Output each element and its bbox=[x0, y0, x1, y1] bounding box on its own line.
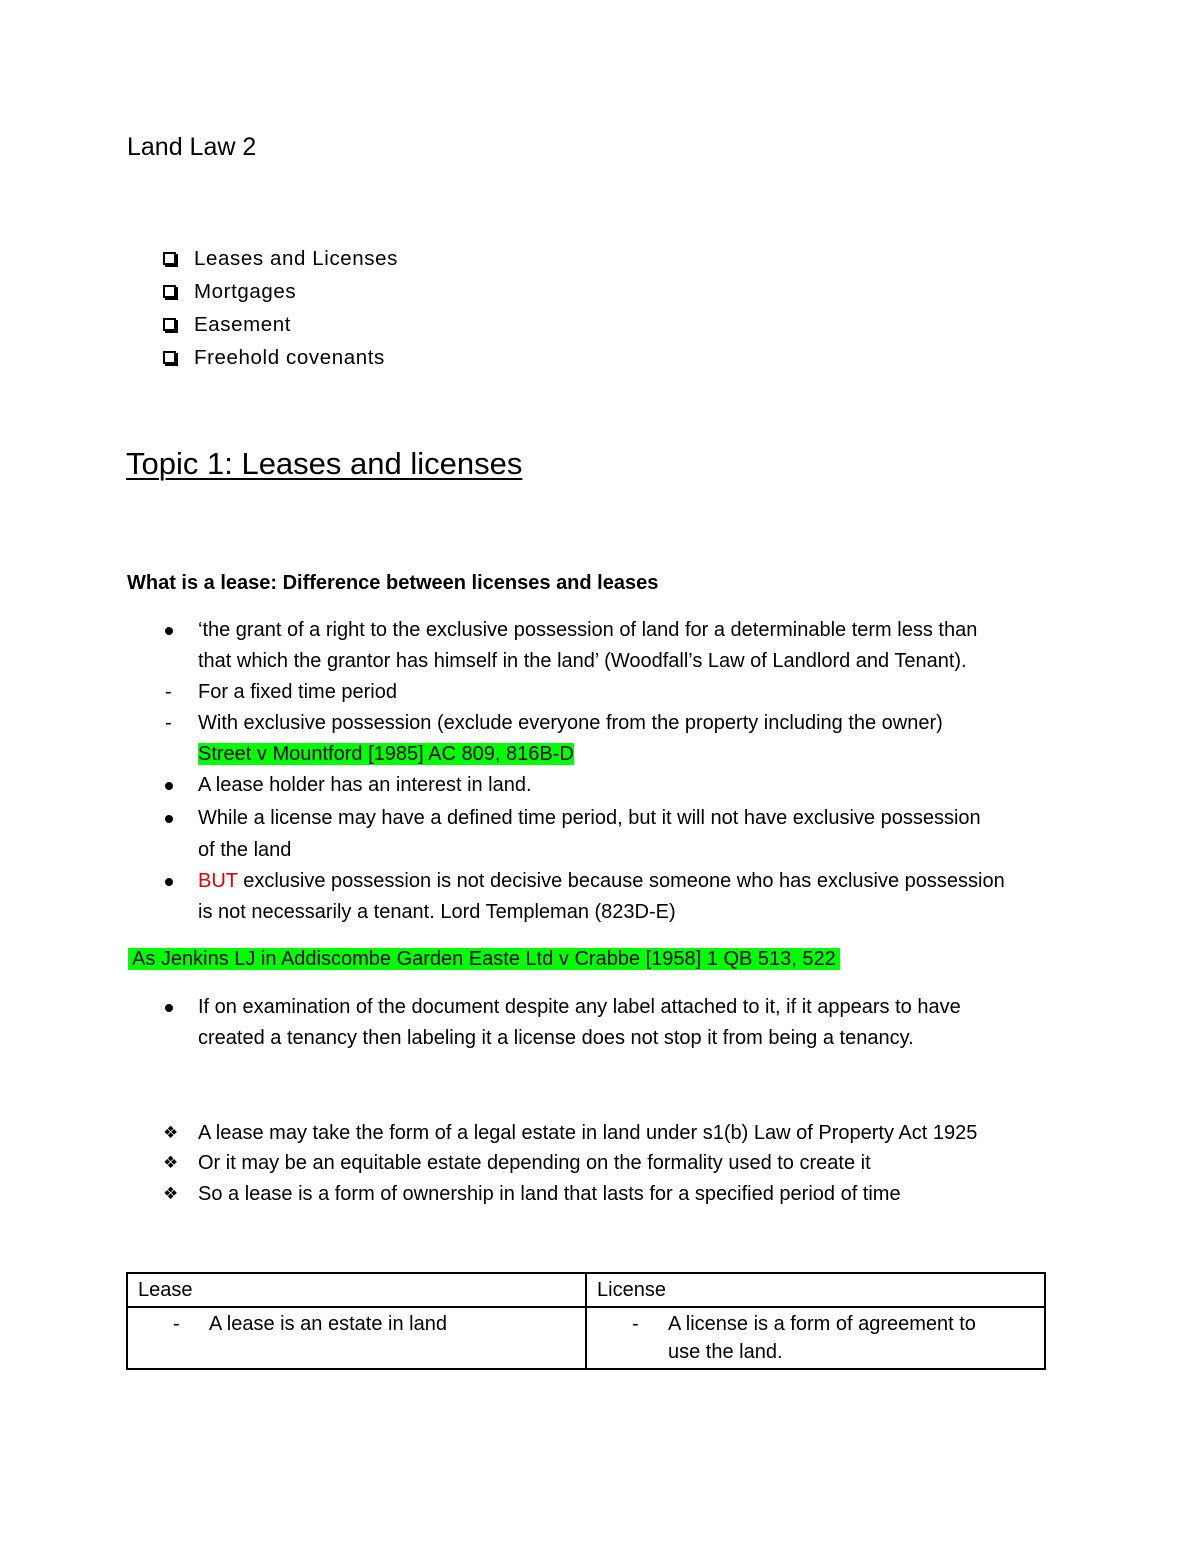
table-header-row bbox=[127, 1273, 1045, 1307]
bullet-text: that which the grantor has himself in the land’ (Woodfall’s Law of Landlord and Tenant). bbox=[198, 650, 967, 672]
dash-text: For a fixed time period bbox=[198, 681, 397, 703]
bullet-icon bbox=[165, 878, 173, 886]
checklist-item bbox=[163, 242, 398, 275]
dash-text: With exclusive possession (exclude everyone from the property including the owner) bbox=[198, 712, 943, 734]
case-citation bbox=[128, 945, 840, 973]
diamond-bullet-text: Or it may be an equitable estate depending on the formality used to create it bbox=[198, 1152, 871, 1174]
cell-list-item bbox=[138, 1310, 575, 1338]
diamond-bullet-text: So a lease is a form of ownership in land that lasts for a specified period of time bbox=[198, 1183, 901, 1205]
bullet-text: If on examination of the document despite any label attached to it, if it appears to have bbox=[198, 996, 961, 1018]
cell-text: A license is a form of agreement to bbox=[668, 1313, 976, 1335]
table-cell-lease bbox=[127, 1307, 586, 1369]
bullet-text: A lease holder has an interest in land. bbox=[198, 774, 532, 796]
checklist-item-label: Freehold covenants bbox=[194, 345, 385, 369]
dash-icon: - bbox=[632, 1313, 639, 1335]
cell-text-wrap bbox=[668, 1310, 976, 1366]
case-highlight: Street v Mountford [1985] AC 809, 816B-D bbox=[198, 743, 574, 765]
bullet-icon bbox=[165, 627, 173, 635]
document-title: Land Law 2 bbox=[127, 133, 257, 161]
checkbox-icon bbox=[163, 318, 176, 331]
checklist-item bbox=[163, 308, 398, 341]
bullet-text: is not necessarily a tenant. Lord Templeman (823D-E) bbox=[198, 901, 676, 923]
cell-spacer bbox=[138, 1338, 575, 1366]
cell-text: A lease is an estate in land bbox=[209, 1313, 447, 1335]
bullet-text: ‘the grant of a right to the exclusive possession of land for a determinable term less than bbox=[198, 619, 978, 641]
bullet-text-rest: exclusive possession is not decisive because someone who has exclusive possession bbox=[237, 870, 1005, 892]
emphasis-but: BUT bbox=[198, 870, 238, 892]
section-title: Topic 1: Leases and licenses bbox=[126, 446, 523, 481]
case-citation bbox=[198, 740, 574, 768]
diamond-bullet-text: A lease may take the form of a legal estate in land under s1(b) Law of Property Act 1925 bbox=[198, 1122, 978, 1144]
checklist-item-label: Easement bbox=[194, 312, 292, 336]
bullet-text bbox=[198, 867, 1005, 895]
checkbox-icon bbox=[163, 351, 176, 364]
checklist-item-label: Leases and Licenses bbox=[194, 246, 399, 270]
bullet-icon bbox=[165, 782, 173, 790]
bullet-icon bbox=[165, 1004, 173, 1012]
diamond-bullet-icon: ❖ bbox=[163, 1184, 179, 1203]
checklist-item-label: Mortgages bbox=[194, 279, 297, 303]
dash-icon: - bbox=[173, 1313, 180, 1335]
table-header-license: License bbox=[586, 1273, 1045, 1307]
bullet-text: created a tenancy then labeling it a license does not stop it from being a tenancy. bbox=[198, 1027, 914, 1049]
table-cell-license bbox=[586, 1307, 1045, 1369]
table-header-lease: Lease bbox=[127, 1273, 586, 1307]
diamond-bullet-icon: ❖ bbox=[163, 1123, 179, 1142]
topic-checklist bbox=[163, 242, 398, 374]
cell-list-item bbox=[597, 1310, 1034, 1366]
bullet-text: While a license may have a defined time period, but it will not have exclusive possession bbox=[198, 807, 981, 829]
subheading: What is a lease: Difference between licenses and leases bbox=[127, 572, 659, 594]
cell-text: use the land. bbox=[668, 1341, 783, 1363]
checkbox-icon bbox=[163, 252, 176, 265]
checklist-item bbox=[163, 275, 398, 308]
comparison-table bbox=[126, 1272, 1046, 1370]
checkbox-icon bbox=[163, 285, 176, 298]
bullet-text: of the land bbox=[198, 839, 292, 861]
case-highlight: As Jenkins LJ in Addiscombe Garden Easte Ltd v Crabbe [1958] 1 QB 513, 522 bbox=[128, 948, 840, 970]
table-row bbox=[127, 1307, 1045, 1369]
dash-icon: - bbox=[165, 681, 172, 703]
dash-icon: - bbox=[165, 712, 172, 734]
checklist-item bbox=[163, 341, 398, 374]
diamond-bullet-icon: ❖ bbox=[163, 1153, 179, 1172]
bullet-icon bbox=[165, 815, 173, 823]
